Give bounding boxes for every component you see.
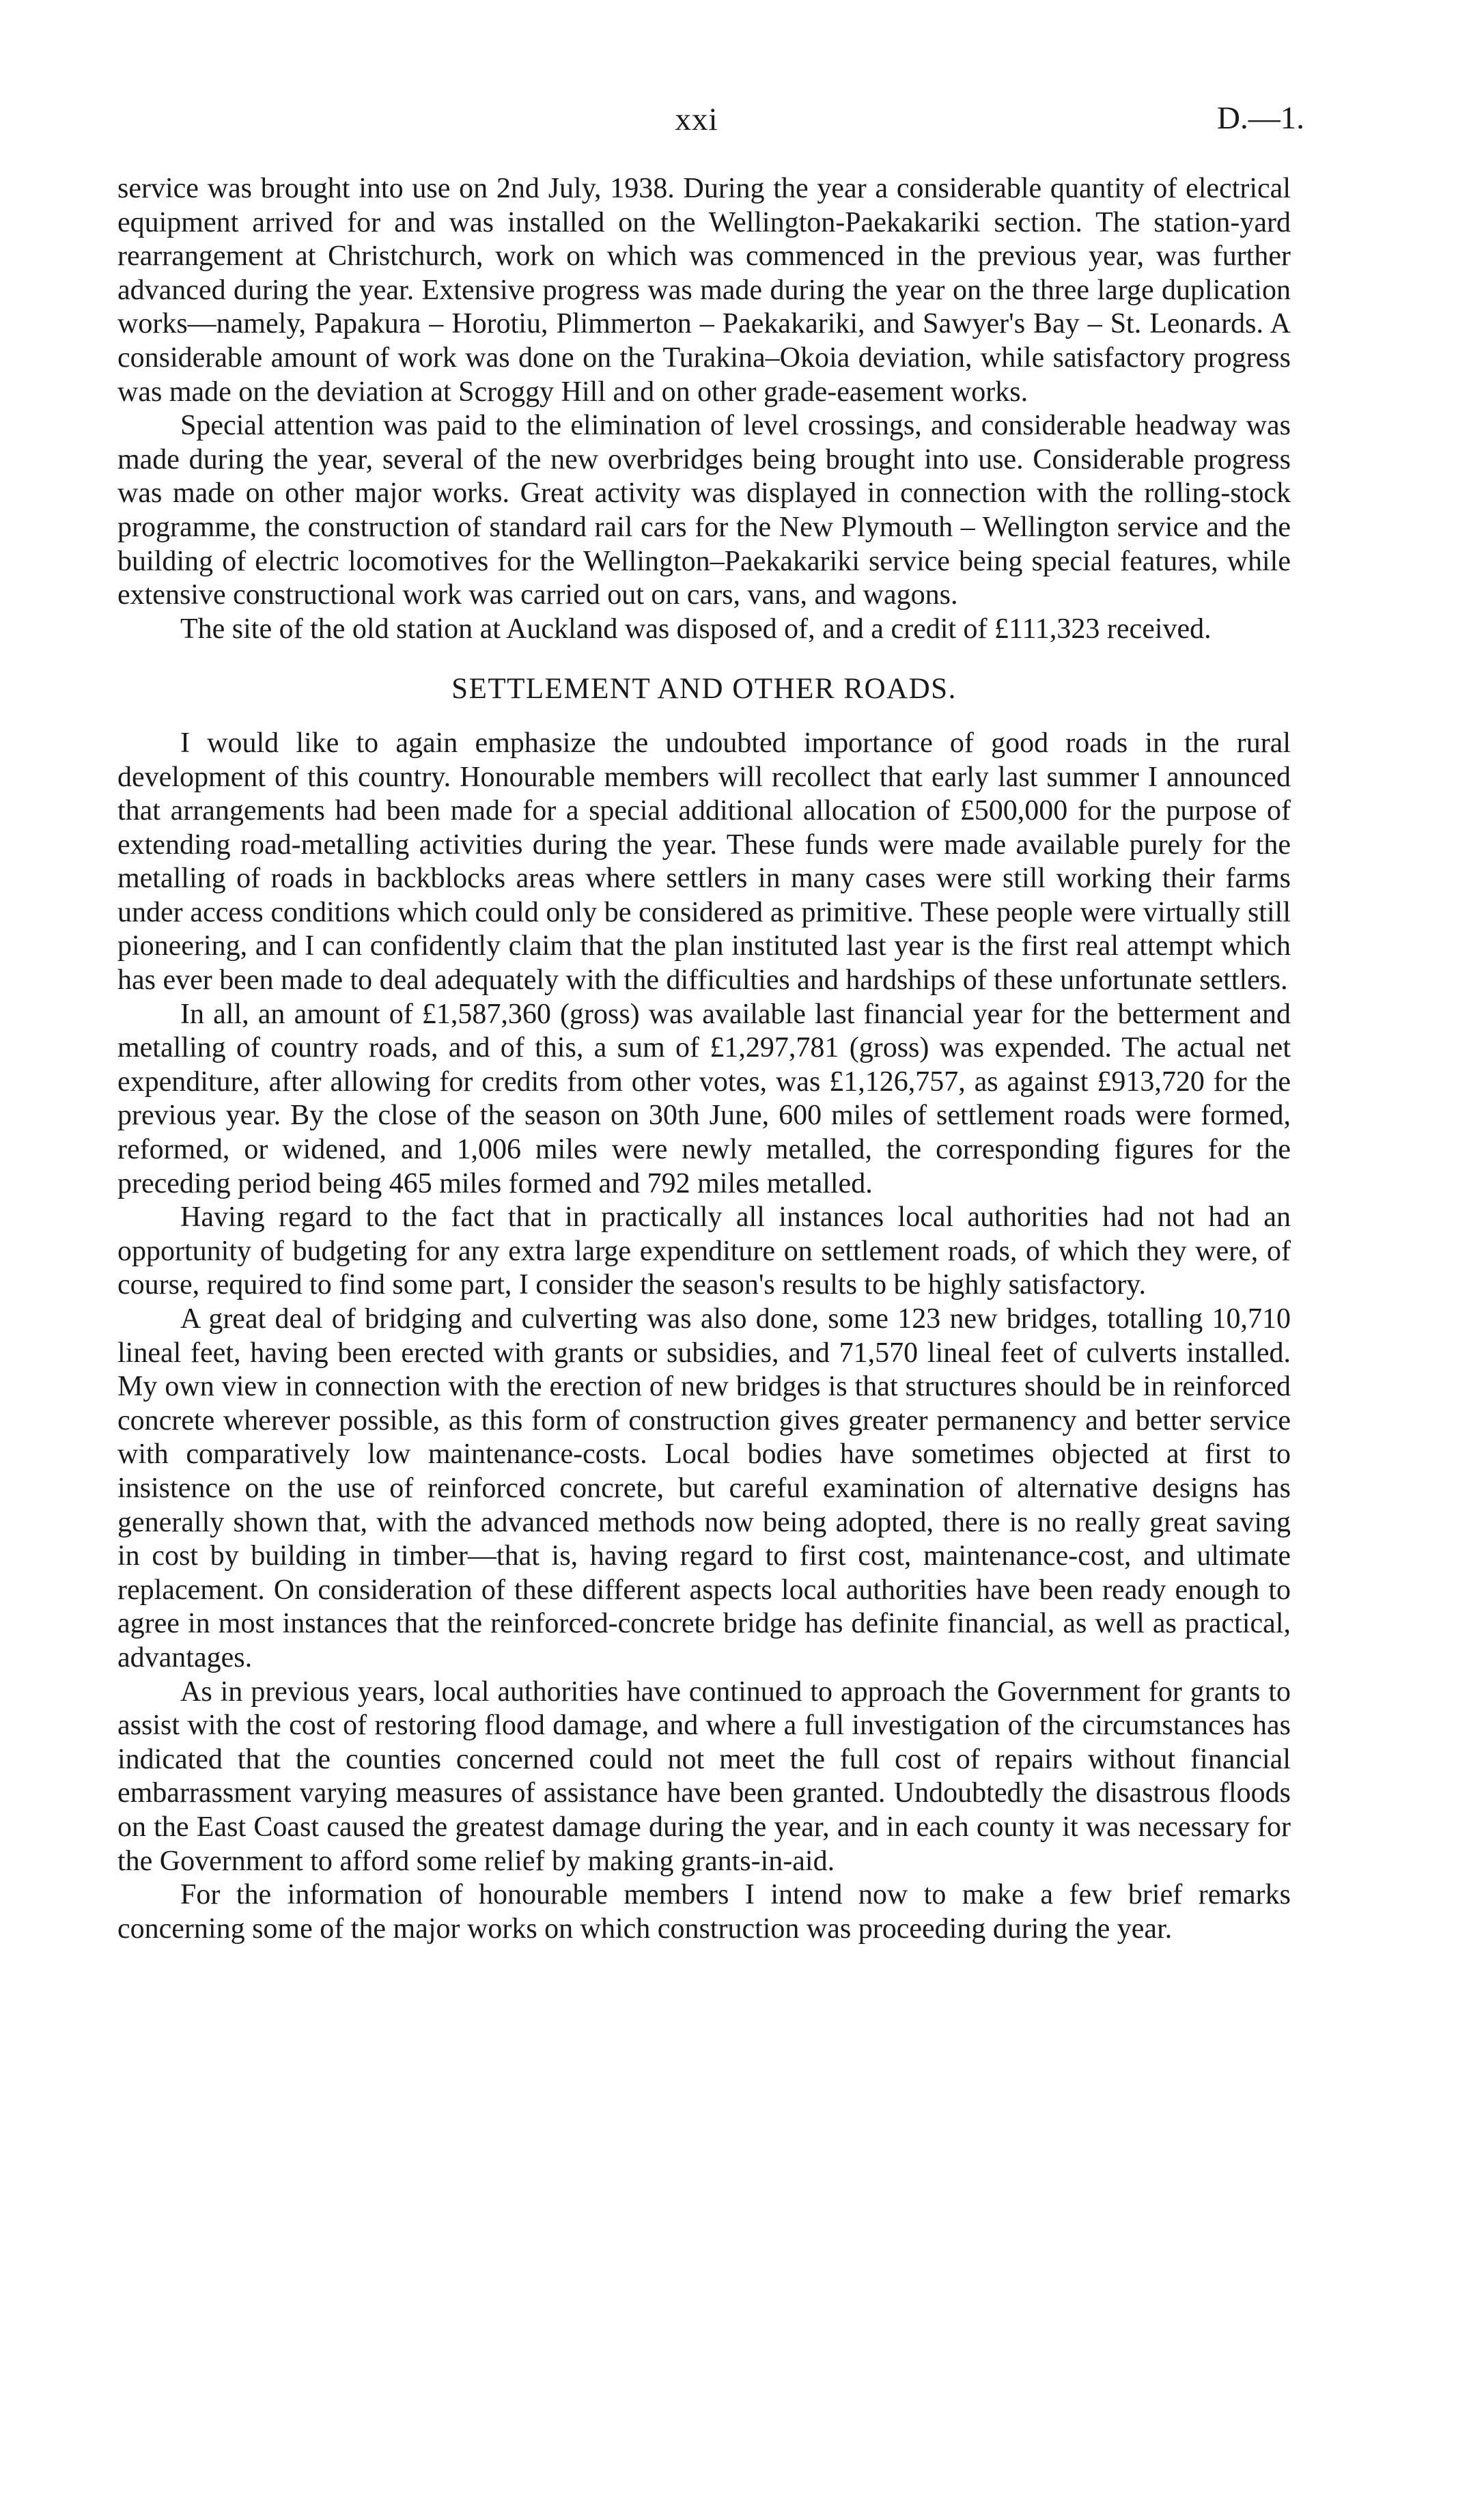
paragraph: As in previous years, local authorities have continued to approach the Government for grants to assist with the cost of restoring flood damage, and where a full investigation of the circumstances has indicated that the counties concerned could not meet the full cost of repairs without financial embarrassment varying measures of assistance have been granted. Undoubtedly the disastrous floods on the East Coast caused the greatest damage during the year, and in each county it was necessary for the Government to afford some relief by making grants-in-aid. <box>117 1675 1291 1877</box>
paragraph: Having regard to the fact that in practically all instances local authorities had not had an opportunity of budgeting for any extra large expenditure on settlement roads, of which they were, of course, required to find some part, I consider the season's results to be highly satisfactory. <box>117 1201 1291 1301</box>
paragraph: For the information of honourable members I intend now to make a few brief remarks concerning some of the major works on which construction was proceeding during the year. <box>117 1879 1291 1945</box>
page-number: xxi <box>675 102 718 137</box>
paragraph: The site of the old station at Auckland was disposed of, and a credit of £111,323 received. <box>180 613 1212 645</box>
paragraph: I would like to again emphasize the undoubted importance of good roads in the rural development of this country. Honourable members will recollect that early last summer I announced that arrangements had been made for a special additional allocation of £500,000 for the purpose of extending road-metalling activities during the year. These funds were made available purely for the metalling of roads in backblocks areas where settlers in many cases were still working their farms under access conditions which could only be considered as primitive. These people were virtually still pioneering, and I can confidently claim that the plan instituted last year is the first real attempt which has ever been made to deal adequately with the difficulties and hardships of these unfortunate settlers. <box>117 727 1291 997</box>
paragraph: In all, an amount of £1,587,360 (gross) was available last financial year for the betterment and metalling of country roads, and of this, a sum of £1,297,781 (gross) was expended. The actual net expenditure, after allowing for credits from other votes, was £1,126,757, as against £913,720 for the previous year. By the close of the season on 30th June, 600 miles of settlement roads were formed, reformed, or widened, and 1,006 miles were newly metalled, the corresponding figures for the preceding period being 465 miles formed and 792 miles metalled. <box>117 998 1291 1199</box>
document-reference: D.—1. <box>1217 100 1304 136</box>
paragraph: service was brought into use on 2nd July, 1938. During the year a considerable quantity of electrical equipment arrived for and was installed on the Wellington-Paekakariki section. The station-yard rearrangement at Christchurch, work on which was commenced in the previous year, was further advanced during the year. Extensive progress was made during the year on the three large duplication works—namely, Papakura – Horotiu, Plimmerton – Paekakariki, and Sawyer's Bay – St. Leonards. A considerable amount of work was done on the Turakina–Okoia deviation, while satisfactory progress was made on the deviation at Scroggy Hill and on other grade-easement works. <box>117 173 1291 408</box>
paragraph: A great deal of bridging and culverting was also done, some 123 new bridges, totalling 10,710 lineal feet, having been erected with grants or subsidies, and 71,570 lineal feet of culverts installed. My own view in connection with the erection of new bridges is that structures should be in reinforced concrete wherever possible, as this form of construction gives greater permanency and better service with comparatively low maintenance-costs. Local bodies have sometimes objected at first to insistence on the use of reinforced concrete, but careful examination of alternative designs has generally shown that, with the advanced methods now being adopted, there is no really great saving in cost by building in timber—that is, having regard to first cost, maintenance-cost, and ultimate replacement. On consideration of these different aspects local authorities have been ready enough to agree in most instances that the reinforced-concrete bridge has definite financial, as well as practical, advantages. <box>117 1303 1291 1673</box>
body-text <box>117 172 1291 1946</box>
section-heading: SETTLEMENT AND OTHER ROADS. <box>451 673 957 706</box>
paragraph: Special attention was paid to the elimination of level crossings, and considerable headway was made during the year, several of the new overbridges being brought into use. Considerable progress was made on other major works. Great activity was displayed in connection with the rolling-stock programme, the construction of standard rail cars for the New Plymouth – Wellington service and the building of electric locomotives for the Wellington–Paekakariki service being special features, while extensive constructional work was carried out on cars, vans, and wagons. <box>117 410 1291 611</box>
